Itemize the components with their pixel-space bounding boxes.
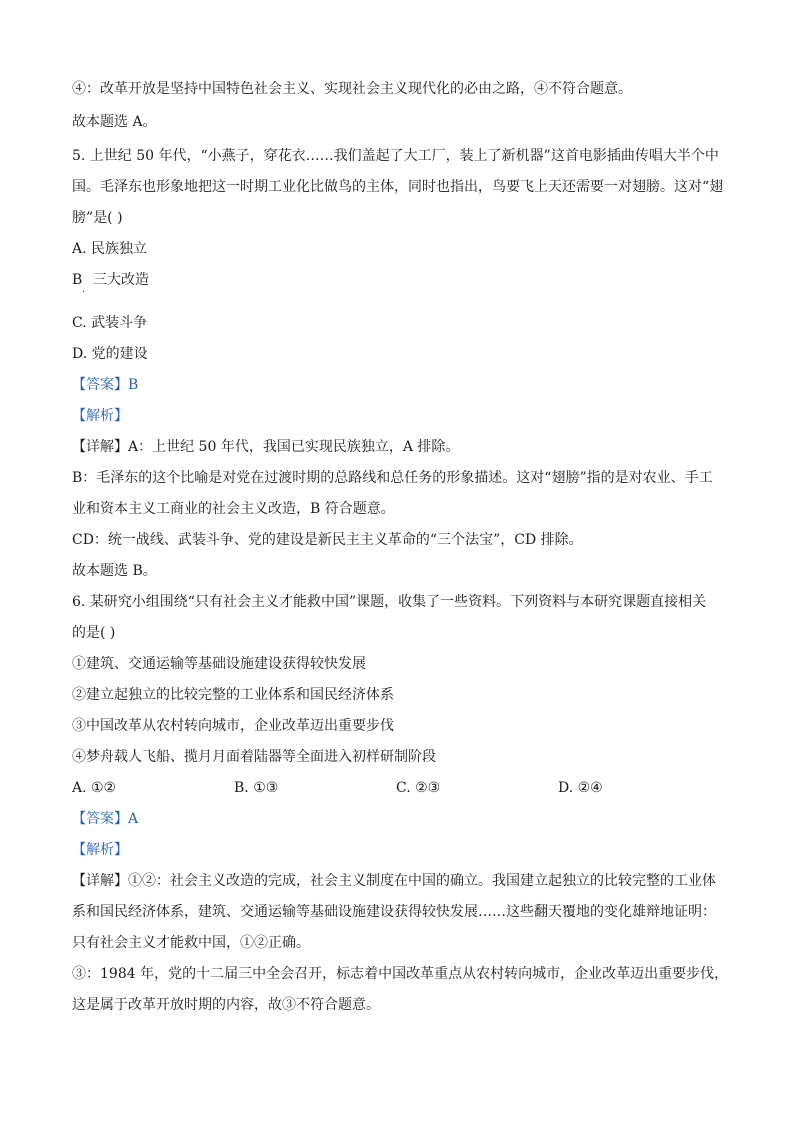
q5-option-d: D. 党的建设 [72, 346, 148, 362]
q5-option-b-letter: B [72, 272, 83, 288]
q5-stem-line-3: 膀”是( ) [72, 210, 123, 226]
q5-analysis-heading: 【解析】 [72, 408, 128, 424]
q6-analysis-heading: 【解析】 [72, 842, 128, 858]
q6-option-b: B. ①③ [234, 780, 279, 796]
q6-option-a: A. ①② [72, 780, 117, 796]
q6-detail-line-5: 这是属于改革开放时期的内容，故③不符合题意。 [72, 997, 380, 1013]
q6-option-c: C. ②③ [396, 780, 441, 796]
q6-stem-line-1: 6. 某研究小组围绕“只有社会主义才能救中国”课题，收集了一些资料。下列资料与本研究课题直接相关 [72, 594, 707, 610]
q6-detail-line-1: 【详解】①②：社会主义改造的完成，社会主义制度在中国的确立。我国建立起独立的比较完整的工业体 [72, 873, 716, 889]
q6-item-4: ④梦舟载人飞船、揽月月面着陆器等全面进入初样研制阶段 [72, 749, 436, 765]
q5-option-a: A. 民族独立 [72, 241, 148, 257]
prev-conclusion: 故本题选 A。 [72, 114, 157, 130]
q5-stem-line-1: 5. 上世纪 50 年代，“小燕子，穿花衣……我们盖起了大工厂，装上了新机器”这首电影插曲传唱大半个中 [72, 148, 719, 164]
q6-detail-line-2: 系和国民经济体系，建筑、交通运输等基础设施建设获得较快发展……这些翻天覆地的变化雄辩地证明： [72, 904, 716, 920]
q6-stem-line-2: 的是( ) [72, 625, 116, 641]
q6-answer: 【答案】A [72, 811, 139, 827]
q6-detail-line-4: ③：1984 年，党的十二届三中全会召开，标志着中国改革重点从农村转向城市，企业改革迈出重要步伐， [72, 966, 729, 982]
q6-item-2: ②建立起独立的比较完整的工业体系和国民经济体系 [72, 687, 394, 703]
q6-detail-line-3: 只有社会主义才能救中国，①②正确。 [72, 935, 310, 951]
q6-item-1: ①建筑、交通运输等基础设施建设获得较快发展 [72, 656, 366, 672]
q5-conclusion: 故本题选 B。 [72, 563, 157, 579]
prev-analysis-line: ④：改革开放是坚持中国特色社会主义、实现社会主义现代化的必由之路，④不符合题意。 [72, 81, 632, 97]
q5-option-b-dot: . [82, 284, 86, 295]
q5-detail-line-2: B：毛泽东的这个比喻是对党在过渡时期的总路线和总任务的形象描述。这对“翅膀”指的是对农业、手工 [72, 470, 713, 486]
q6-option-d: D. ②④ [558, 780, 603, 796]
q5-stem-line-2: 国。毛泽东也形象地把这一时期工业化比做鸟的主体，同时也指出，鸟要飞上天还需要一对翅膀。这对“翅 [72, 179, 724, 195]
q5-option-b-text: 三大改造 [93, 272, 149, 288]
q5-detail-line-3: 业和资本主义工商业的社会主义改造，B 符合题意。 [72, 501, 395, 517]
q5-detail-line-1: 【详解】A：上世纪 50 年代，我国已实现民族独立，A 排除。 [72, 439, 460, 455]
q6-item-3: ③中国改革从农村转向城市，企业改革迈出重要步伐 [72, 718, 394, 734]
q5-answer: 【答案】B [72, 377, 139, 393]
q5-detail-line-4: CD：统一战线、武装斗争、党的建设是新民主主义革命的“三个法宝”，CD 排除。 [72, 532, 583, 548]
q5-option-c: C. 武装斗争 [72, 315, 148, 331]
